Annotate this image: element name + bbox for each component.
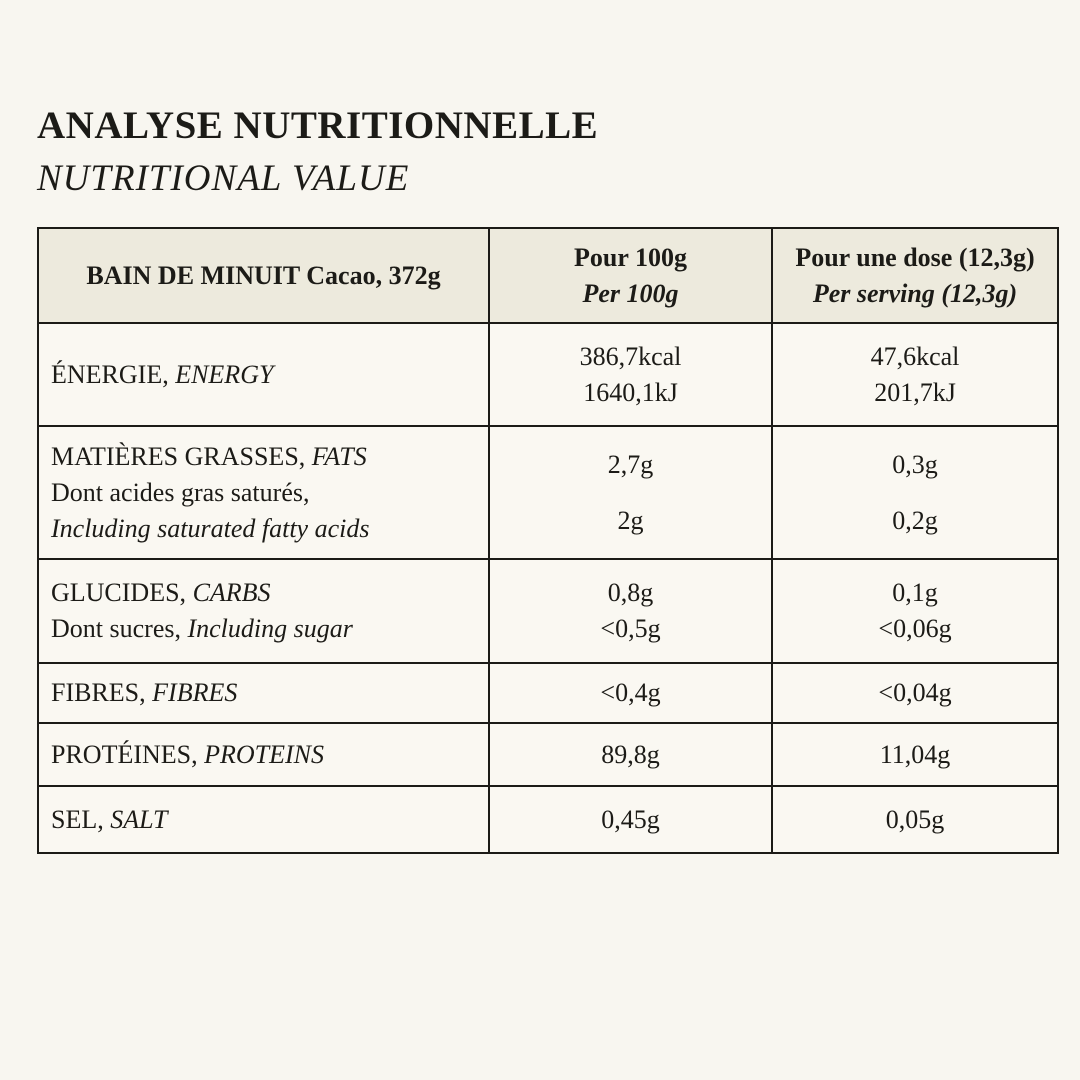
row-energy <box>38 323 1058 426</box>
value-line: 0,45g <box>601 804 660 834</box>
per-100g-value <box>489 786 772 853</box>
per-serving-value <box>772 323 1058 426</box>
per-serving-value <box>772 786 1058 853</box>
sublabel-en: Including sugar <box>187 614 353 643</box>
value-line: 0,2g <box>892 505 938 535</box>
column-header-per-100g <box>489 228 772 323</box>
value-line: <0,5g <box>600 614 661 643</box>
table-header-row <box>38 228 1058 323</box>
per-serving-value <box>772 426 1058 559</box>
label-en: ENERGY <box>175 359 274 389</box>
row-label <box>38 426 489 559</box>
value-line: <0,06g <box>878 614 952 643</box>
row-proteins <box>38 723 1058 786</box>
row-carbs <box>38 559 1058 663</box>
value-line: 0,3g <box>892 449 938 479</box>
product-name-header <box>38 228 489 323</box>
page-subtitle: NUTRITIONAL VALUE <box>37 158 410 199</box>
value-line: 386,7kcal <box>579 341 682 371</box>
label-fr: GLUCIDES, <box>51 578 187 607</box>
value-line: 11,04g <box>879 739 951 769</box>
value-line: <0,04g <box>878 678 952 707</box>
label-en: CARBS <box>192 578 271 607</box>
value-line: 1640,1kJ <box>583 377 678 407</box>
sublabel-fr: Dont sucres, <box>51 614 181 643</box>
per-100g-label-fr: Pour 100g <box>574 242 687 272</box>
sublabel-en: Including saturated fatty acids <box>51 513 370 543</box>
per-100g-value <box>489 723 772 786</box>
per-serving-value <box>772 723 1058 786</box>
nutrition-table <box>37 227 1059 854</box>
label-fr: MATIÈRES GRASSES, <box>51 441 306 471</box>
sublabel-fr: Dont acides gras saturés, <box>51 477 310 507</box>
column-header-per-serving <box>772 228 1058 323</box>
row-label <box>38 663 489 723</box>
product-name: BAIN DE MINUIT Cacao, 372g <box>86 260 441 290</box>
value-line: 201,7kJ <box>874 377 956 407</box>
per-100g-value <box>489 323 772 426</box>
value-line: 47,6kcal <box>870 341 960 371</box>
row-label <box>38 323 489 426</box>
per-100g-label-en: Per 100g <box>582 278 679 308</box>
label-en: FATS <box>311 441 367 471</box>
row-salt <box>38 786 1058 853</box>
per-100g-value <box>489 559 772 663</box>
value-line: 0,1g <box>892 578 938 607</box>
row-fibres <box>38 663 1058 723</box>
value-line: 89,8g <box>601 739 660 769</box>
per-serving-value <box>772 663 1058 723</box>
label-en: PROTEINS <box>204 739 325 769</box>
per-100g-value <box>489 663 772 723</box>
label-en: SALT <box>110 804 168 834</box>
value-line: 2g <box>617 505 644 535</box>
label-fr: FIBRES, <box>51 678 146 707</box>
label-fr: SEL, <box>51 804 104 834</box>
label-fr: ÉNERGIE, <box>51 359 169 389</box>
row-fats <box>38 426 1058 559</box>
value-line: 0,05g <box>885 804 945 834</box>
row-label <box>38 786 489 853</box>
value-line: 2,7g <box>607 449 654 479</box>
per-serving-label-en: Per serving (12,3g) <box>812 278 1018 308</box>
page-title: ANALYSE NUTRITIONNELLE <box>37 104 599 147</box>
label-en: FIBRES <box>152 678 238 707</box>
row-label <box>38 559 489 663</box>
value-line: <0,4g <box>600 678 661 707</box>
label-fr: PROTÉINES, <box>51 739 198 769</box>
row-label <box>38 723 489 786</box>
value-line: 0,8g <box>607 578 654 607</box>
per-serving-label-fr: Pour une dose (12,3g) <box>795 242 1035 272</box>
per-serving-value <box>772 559 1058 663</box>
per-100g-value <box>489 426 772 559</box>
